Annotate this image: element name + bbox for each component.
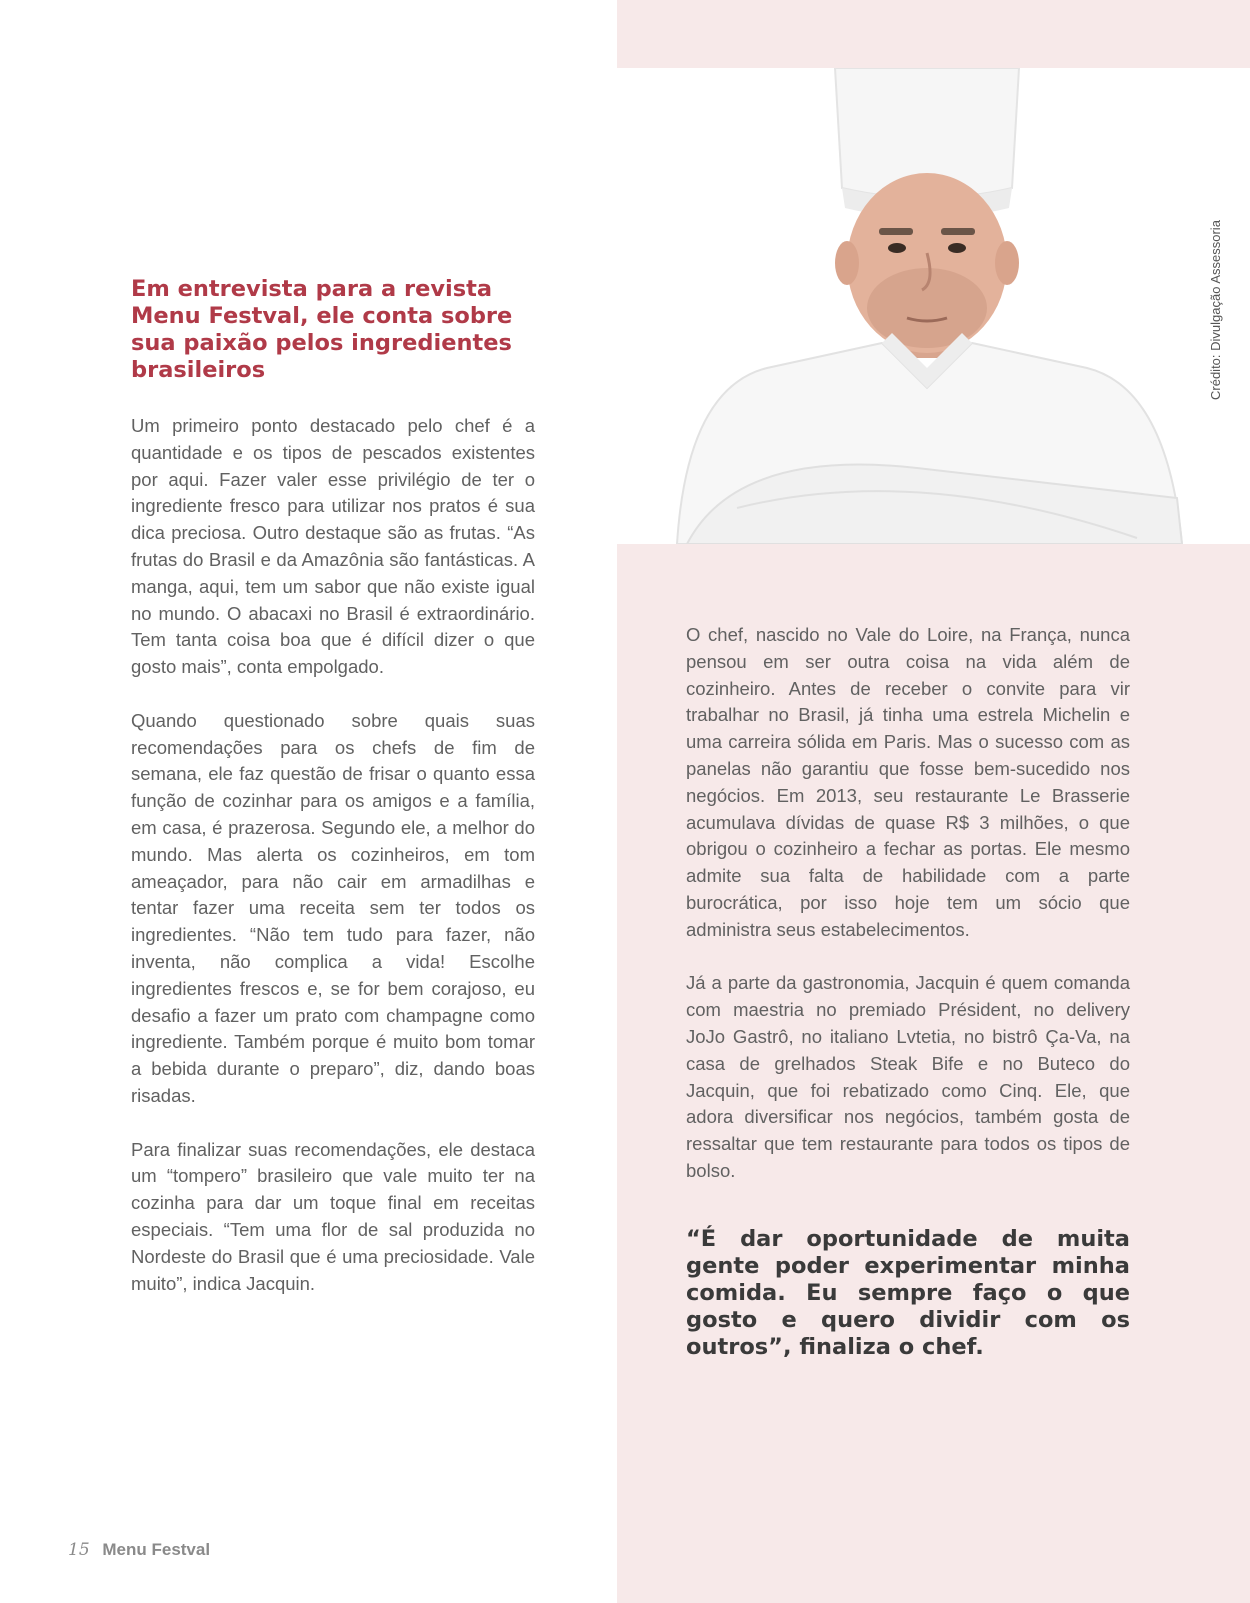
- left-text-column: [131, 413, 535, 1324]
- body-paragraph: Quando questionado sobre quais suas recomendações para os chefs de fim de semana, ele faz questão de frisar o quanto essa função de cozinhar para os amigos e a família, em casa, é prazerosa. Segundo ele, a melhor do mundo. Mas alerta os cozinheiros, em tom ameaçador, para não cair em armadilhas e tentar fazer uma receita sem ter todos os ingredientes. “Não tem tudo para fazer, não inventa, não complica a vida! Escolhe ingredientes frescos e, se for bem corajoso, eu desafio a fazer um prato com champagne como ingrediente. Também porque é muito bom tomar a bebida durante o preparo”, diz, dando boas risadas.: [131, 709, 535, 1106]
- body-paragraph: Um primeiro ponto destacado pelo chef é a quantidade e os tipos de pescados existentes por aqui. Fazer valer esse privilégio de ter o ingrediente fresco para utilizar nos pratos é sua dica preciosa. Outro destaque são as frutas. “As frutas do Brasil e da Amazônia são fantásticas. A manga, aqui, tem um sabor que não existe igual no mundo. O abacaxi no Brasil é extraordinário. Tem tanta coisa boa que é difícil dizer o que gosto mais”, conta empolgado.: [131, 415, 535, 678]
- page-footer: [68, 1540, 210, 1560]
- magazine-name: Menu Festval: [102, 1540, 211, 1559]
- photo-credit: Crédito: Divulgação Assessoria: [1208, 220, 1223, 400]
- right-text-column: [686, 622, 1130, 1212]
- article-headline: Em entrevista para a revista Menu Festval, ele conta sobre sua paixão pelos ingredientes brasileiros: [131, 276, 513, 383]
- body-paragraph: Para finalizar suas recomendações, ele destaca um “tompero” brasileiro que vale muito ter na cozinha para dar um toque final em receitas especiais. “Tem uma flor de sal produzida no Nordeste do Brasil que é uma preciosidade. Vale muito”, indica Jacquin.: [131, 1138, 535, 1294]
- body-paragraph: Já a parte da gastronomia, Jacquin é quem comanda com maestria no premiado Président, no delivery JoJo Gastrô, no italiano Lvtetia, no bistrô Ça-Va, na casa de grelhados Steak Bife e no Buteco do Jacquin, que foi rebatizado como Cinq. Ele, que adora diversificar nos negócios, também gosta de ressaltar que tem restaurante para todos os tipos de bolso.: [686, 972, 1130, 1181]
- chef-illustration: [617, 68, 1250, 544]
- chef-photo: [617, 68, 1250, 544]
- body-paragraph: O chef, nascido no Vale do Loire, na França, nunca pensou em ser outra coisa na vida além de cozinheiro. Antes de receber o convite para vir trabalhar no Brasil, já tinha uma estrela Michelin e uma carreira sólida em Paris. Mas o sucesso com as panelas não garantiu que fosse bem-sucedido nos negócios. Em 2013, seu restaurante Le Brasserie acumulava dívidas de quase R$ 3 milhões, o que obrigou o cozinheiro a fechar as portas. Ele mesmo admite sua falta de habilidade com a parte burocrática, por isso hoje tem um sócio que administra seus estabelecimentos.: [686, 624, 1130, 940]
- page-number: 15: [68, 1540, 90, 1560]
- pull-quote: “É dar oportunidade de muita gente poder experimentar minha comida. Eu sempre faço o que gosto e quero dividir com os outros”, finaliza o chef.: [686, 1226, 1130, 1360]
